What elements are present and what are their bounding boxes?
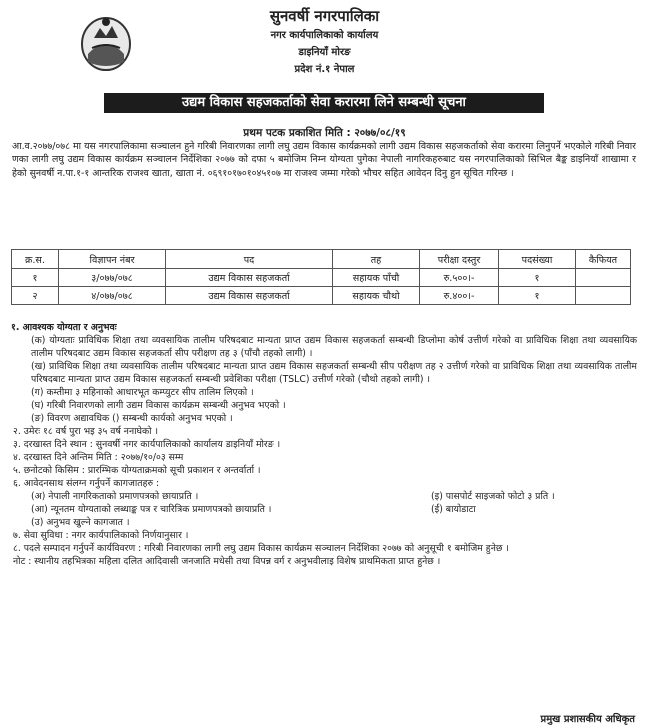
cell-level: सहायक पाँचौ <box>333 269 420 287</box>
table-row <box>12 269 631 287</box>
table-header-row <box>12 250 631 269</box>
col-header-count: पदसंख्या <box>499 250 576 269</box>
requirements-section <box>11 321 637 568</box>
cell-count: १ <box>499 287 576 305</box>
job-description: ८. पदले सम्पादन गर्नुपर्ने कार्यविवरण : गरिबी निवारणका लागी लघु उद्यम विकास कार्यक्रम सञ्चालन निर्देशिका २०७७ को अनुसूची १ बमोजिम हुनेछ । <box>13 543 509 554</box>
col-header-post: पद <box>166 250 333 269</box>
cell-remarks <box>576 269 631 287</box>
cell-ad-number: ४/०७७/०७८ <box>59 287 166 305</box>
service-benefits: ७. सेवा सुविधा : नगर कार्यपालिकाको निर्णयानुसार । <box>13 530 189 541</box>
cell-fee: रु.४००।- <box>420 287 499 305</box>
qualification-heading: १. आवश्यक योग्यता र अनुभवः <box>11 322 117 333</box>
cell-ad-number: ३/०७७/०७८ <box>59 269 166 287</box>
cell-count: १ <box>499 269 576 287</box>
application-deadline: ४. दरखास्त दिने अन्तिम मिति : २०७७/१०/०३ सम्म <box>13 452 184 463</box>
cell-fee: रु.५००।- <box>420 269 499 287</box>
col-header-fee: परीक्षा दस्तुर <box>420 250 499 269</box>
priority-note: नोट : स्थानीय तहभित्रका महिला दलित आदिवासी जनजाति मधेसी तथा विपन्न वर्ग र अनुभवीलाइ विशेष प्राथमिकता प्राप्त हुनेछ । <box>13 556 441 567</box>
qualification-item: (ङ) विवरण अद्यावधिक () सम्बन्धी कार्यको अनुभव भएको । <box>31 413 233 424</box>
document-item: (आ) न्यूनतम योग्यताको लब्धाङ्क पत्र र चारित्रिक प्रमाणपत्रको छायाप्रति । <box>31 504 272 515</box>
notice-title-banner: उद्यम विकास सहजकर्ताको सेवा करारमा लिने सम्बन्धी सूचना <box>104 93 544 113</box>
cell-post: उद्यम विकास सहजकर्ता <box>166 269 333 287</box>
intro-paragraph: आ.व.२०७७/०७८ मा यस नगरपालिकामा सञ्चालन हुने गरिबी निवारणका लागी लघु उद्यम विकास कार्यक्रमको लागी उद्यम विकास सहजकर्ताको सेवा करारमा लिनुपर्ने भएकोले गरिबी निवारणका लागी लघु उद्यम विकास कार्यक्रम सञ्चालन निर्देशिका २०७७ को दफा ५ बमोजिम निम्न योग्यता पुगेका नेपाली नागरिकहरुबाट यस नगरपालिकाको सिभिल बैङ्क डाइनियाँ शाखामा रहेको सुनवर्षी न.पा.१-१ आन्तरिक राजश्व खाता, खाता नं. ०६९१०१७०१०४५१०७ मा राजश्व जम्मा गरेको भौचर सहित आवेदन दिनु हुन सूचित गरिन्छ । <box>12 141 636 179</box>
qualification-item: (क) योग्यताः प्राविधिक शिक्षा तथा व्यवसायिक तालीम परिषदबाट मान्यता प्राप्त उद्यम विकास सहजकर्ता सम्बन्धी डिप्लोमा कोर्ष उत्तीर्ण गरेको वा प्राविधिक शिक्षा तथा व्यवसायिक तालीम परिषदबाट उद्यम विकास सहजकर्ता सीप परीक्षण तह ३ (पाँचौ तहको लागी) । <box>31 335 637 359</box>
document-list-row <box>11 490 637 503</box>
publish-date: प्रथम पटक प्रकाशित मिति : २०७७/०८/१९ <box>243 127 406 139</box>
document-item: (इ) पासपोर्ट साइजको फोटो ३ प्रति । <box>431 491 555 502</box>
document-item: (ई) बायोडाटा <box>431 504 476 515</box>
document-item: (उ) अनुभव खुल्ने कागजात । <box>31 517 130 528</box>
document-list-row <box>11 516 637 529</box>
col-header-serial: क्र.स. <box>12 250 59 269</box>
cell-serial: १ <box>12 269 59 287</box>
table-row <box>12 287 631 305</box>
cell-remarks <box>576 287 631 305</box>
vacancy-table <box>11 249 631 305</box>
signatory-title: प्रमुख प्रशासकीय अधिकृत <box>540 714 635 725</box>
selection-method: ५. छनोटको किसिम : प्रारम्भिक योग्यताक्रमको सूची प्रकाशन र अन्तर्वार्ता । <box>13 465 261 476</box>
col-header-ad-number: विज्ञापन नंबर <box>59 250 166 269</box>
col-header-level: तह <box>333 250 420 269</box>
province-name: प्रदेश नं.१ नेपाल <box>294 64 355 75</box>
qualification-item: (घ) गरिबी निवारणको लागी उद्यम विकास कार्यक्रम सम्बन्धी अनुभव भएको । <box>31 400 286 411</box>
cell-level: सहायक चौथो <box>333 287 420 305</box>
office-name: नगर कार्यपालिकाको कार्यालय <box>270 30 379 41</box>
document-item: (अ) नेपाली नागरिकताको प्रमाणपत्रको छायाप्रति । <box>31 491 199 502</box>
cell-serial: २ <box>12 287 59 305</box>
qualification-item: (ग) कम्तीमा ३ महिनाको आधारभूत कम्प्युटर सीप तालिम लिएको । <box>31 387 254 398</box>
documents-heading: ६. आवेदनसाथ संलग्न गर्नुपर्ने कागजातहरु : <box>13 478 160 489</box>
office-location: डाइनियाँ मोरङ <box>298 47 351 58</box>
application-place: ३. दरखास्त दिने स्थान : सुनवर्षी नगर कार्यपालिकाको कार्यालय डाइनियाँ मोरङ । <box>13 439 281 450</box>
age-requirement: २. उमेरः १८ वर्ष पुरा भइ ३५ वर्ष ननाघेको । <box>13 426 159 437</box>
municipality-name: सुनवर्षी नगरपालिका <box>269 7 380 25</box>
qualification-item: (ख) प्राविधिक शिक्षा तथा व्यवसायिक तालीम परिषदबाट मान्यता प्राप्त उद्यम विकास सहजकर्ता सम्बन्धी सीप परीक्षण तह २ उत्तीर्ण गरेको वा प्राविधिक शिक्षा तथा व्यवसायिक तालीम परिषदबाट मान्यता प्राप्त उद्यम विकास सहजकर्ता सम्बन्धी प्रवेशिका परीक्षा (TSLC) उत्तीर्ण गरेको (चौथो तहको लागी) । <box>31 361 637 385</box>
col-header-remarks: कैफियत <box>576 250 631 269</box>
cell-post: उद्यम विकास सहजकर्ता <box>166 287 333 305</box>
document-list-row <box>11 503 637 516</box>
